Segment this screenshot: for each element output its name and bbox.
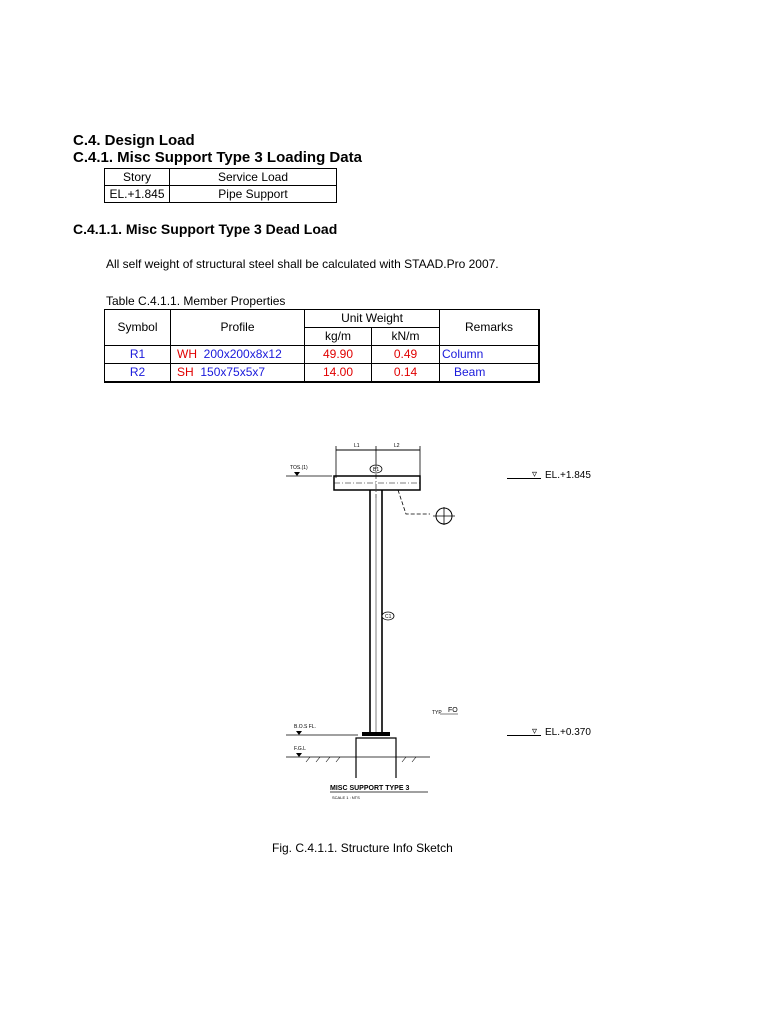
level-marker-icon bbox=[296, 753, 302, 757]
elevation-marker-icon: ▿ bbox=[532, 726, 538, 737]
c1-label: C1 bbox=[385, 614, 392, 620]
profile-section: 150x75x5x7 bbox=[200, 365, 266, 379]
profile-prefix: WH bbox=[177, 347, 197, 361]
loading-data-table bbox=[104, 168, 337, 203]
cell-profile bbox=[171, 346, 305, 364]
table-row bbox=[105, 346, 540, 364]
heading-loading-data: C.4.1. Misc Support Type 3 Loading Data bbox=[73, 149, 362, 166]
pipe-leader-line bbox=[398, 490, 430, 514]
elevation-marker-icon: ▿ bbox=[532, 469, 538, 480]
cell-knm: 0.14 bbox=[372, 364, 440, 383]
cell-symbol: R2 bbox=[105, 364, 171, 383]
table-caption: Table C.4.1.1. Member Properties bbox=[106, 294, 286, 308]
elevation-bottom-label: EL.+0.370 bbox=[545, 727, 591, 738]
bos-label: B.O.S FL. bbox=[294, 724, 316, 730]
cell-kgm: 14.00 bbox=[305, 364, 372, 383]
profile-section: 200x200x8x12 bbox=[203, 347, 282, 361]
level-marker-icon bbox=[294, 472, 300, 476]
cell-symbol: R1 bbox=[105, 346, 171, 364]
dim-label-l2: L2 bbox=[394, 443, 400, 449]
figure-caption: Fig. C.4.1.1. Structure Info Sketch bbox=[272, 841, 453, 855]
b1-label: B1 bbox=[373, 467, 380, 473]
base-plate bbox=[362, 732, 390, 736]
cell-story: EL.+1.845 bbox=[105, 186, 170, 203]
typ-label: TYP bbox=[432, 710, 442, 716]
heading-design-load: C.4. Design Load bbox=[73, 132, 195, 149]
cell-knm: 0.49 bbox=[372, 346, 440, 364]
header-unit-weight: Unit Weight bbox=[305, 310, 440, 328]
header-story: Story bbox=[105, 169, 170, 186]
cell-kgm: 49.90 bbox=[305, 346, 372, 364]
cell-remarks: Beam bbox=[440, 364, 540, 383]
body-text: All self weight of structural steel shall be calculated with STAAD.Pro 2007. bbox=[106, 257, 499, 271]
fgl-label: F.G.L bbox=[294, 746, 306, 752]
tos-label: TOS.(1) bbox=[290, 465, 308, 471]
heading-dead-load: C.4.1.1. Misc Support Type 3 Dead Load bbox=[73, 221, 338, 237]
profile-prefix: SH bbox=[177, 365, 194, 379]
header-remarks: Remarks bbox=[440, 310, 540, 346]
foundation-pedestal bbox=[356, 738, 396, 778]
sketch-scale: SCALE 1 : NTS bbox=[332, 795, 360, 800]
table-header-row bbox=[105, 310, 540, 328]
header-service-load: Service Load bbox=[170, 169, 337, 186]
ground-hatch bbox=[306, 757, 416, 762]
member-properties-table bbox=[104, 309, 540, 383]
cell-remarks: Column bbox=[440, 346, 540, 364]
header-symbol: Symbol bbox=[105, 310, 171, 346]
header-knm: kN/m bbox=[372, 328, 440, 346]
table-row bbox=[105, 364, 540, 383]
level-marker-icon bbox=[296, 731, 302, 735]
cell-service-load: Pipe Support bbox=[170, 186, 337, 203]
dim-label-l1: L1 bbox=[354, 443, 360, 449]
header-kgm: kg/m bbox=[305, 328, 372, 346]
sketch-title: MISC SUPPORT TYPE 3 bbox=[330, 785, 410, 792]
cell-profile bbox=[171, 364, 305, 383]
elevation-top-label: EL.+1.845 bbox=[545, 470, 591, 481]
fo-label: FO bbox=[448, 707, 458, 714]
header-profile: Profile bbox=[171, 310, 305, 346]
table-row bbox=[105, 186, 337, 203]
table-header-row bbox=[105, 169, 337, 186]
structure-sketch bbox=[280, 438, 480, 803]
